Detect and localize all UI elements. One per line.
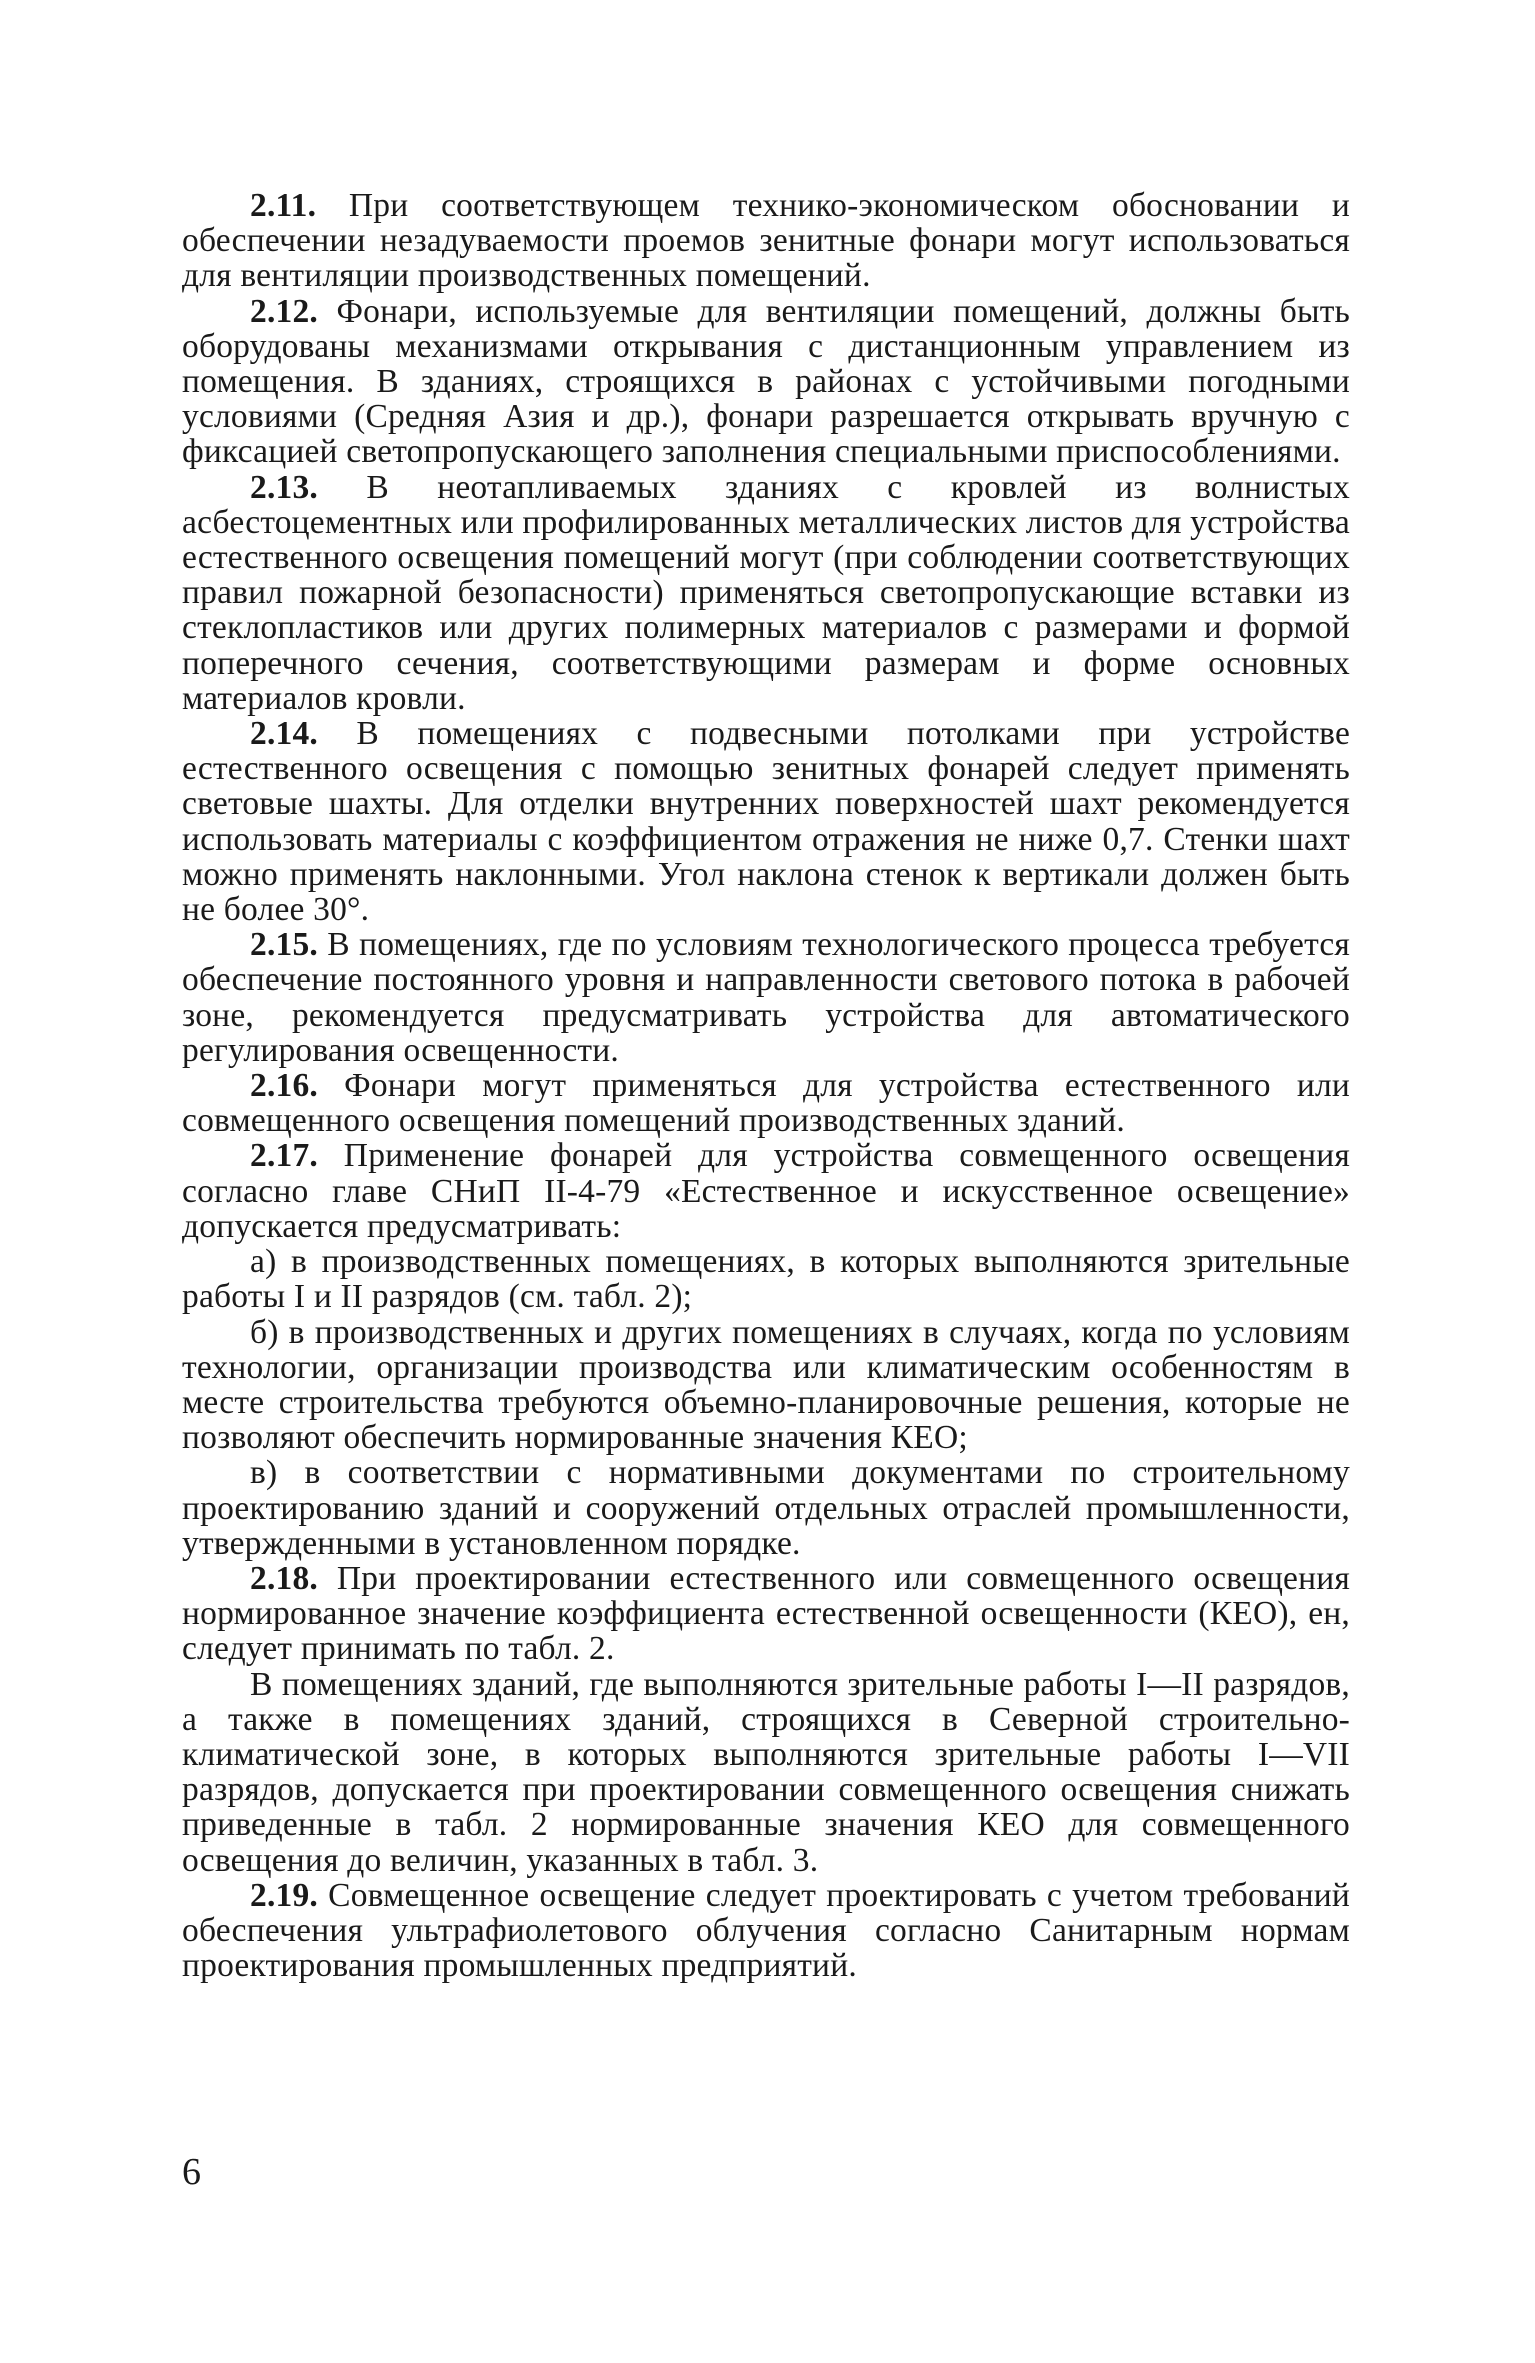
paragraph-text: Применение фонарей для устройства совмещенного освещения согласно главе СНиП II-4-79 «Естественное и искусственное освещение» допускается предусматривать:: [182, 1137, 1350, 1245]
paragraph-2-11: [182, 188, 1350, 294]
list-item-v: [182, 1455, 1350, 1561]
paragraph-text: При соответствующем технико-экономическом обосновании и обеспечении незадуваемости проемов зенитные фонари могут использоваться для вентиляции производственных помещений.: [182, 187, 1350, 295]
paragraph-2-13: [182, 470, 1350, 716]
paragraph-text: в) в соответствии с нормативными документами по строительному проектированию зданий и сооружений отдельных отраслей промышленности, утвержденными в установленном порядке.: [182, 1454, 1350, 1562]
paragraph-2-14: [182, 716, 1350, 927]
document-body: [182, 188, 1350, 1983]
paragraph-2-12: [182, 294, 1350, 470]
paragraph-2-18: [182, 1561, 1350, 1667]
paragraph-text: В неотапливаемых зданиях с кровлей из волнистых асбестоцементных или профилированных металлических листов для устройства естественного освещения помещений могут (при соблюдении соответствующих правил пожарной безопасности) применяться светопропускающие вставки из стеклопластиков или других полимерных материалов с размерами и формой поперечного сечения, соответствующими размерам и форме основных материалов кровли.: [182, 468, 1350, 717]
list-item-a: [182, 1244, 1350, 1314]
paragraph-text: Фонари, используемые для вентиляции помещений, должны быть оборудованы механизмами открывания с дистанционным управлением из помещения. В зданиях, строящихся в районах с устойчивыми погодными условиями (Средняя Азия и др.), фонари разрешается открывать вручную с фиксацией светопропускающего заполнения специальными приспособлениями.: [182, 292, 1351, 471]
paragraph-text: В помещениях с подвесными потолками при устройстве естественного освещения с помощью зенитных фонарей следует применять световые шахты. Для отделки внутренних поверхностей шахт рекомендуется использовать материалы с коэффициентом отражения не ниже 0,7. Стенки шахт можно применять наклонными. Угол наклона стенок к вертикали должен быть не более 30°.: [182, 715, 1351, 929]
paragraph-number: 2.19.: [250, 1876, 318, 1914]
paragraph-number: 2.16.: [250, 1067, 318, 1105]
paragraph-text: а) в производственных помещениях, в которых выполняются зрительные работы I и II разрядов (см. табл. 2);: [182, 1243, 1350, 1316]
paragraph-number: 2.18.: [250, 1559, 318, 1597]
paragraph-text: б) в производственных и других помещениях в случаях, когда по условиям технологии, организации производства или климатическим особенностям в месте строительства требуются объемно-планировочные решения, которые не позволяют обеспечить нормированные значения КЕО;: [182, 1313, 1350, 1457]
paragraph-number: 2.14.: [250, 715, 318, 753]
paragraph-2-19: [182, 1878, 1350, 1984]
paragraph-2-15: [182, 927, 1350, 1068]
paragraph-number: 2.17.: [250, 1137, 318, 1175]
paragraph-text: Фонари могут применяться для устройства естественного или совмещенного освещения помещений производственных зданий.: [182, 1067, 1350, 1140]
paragraph-2-18-continued: [182, 1667, 1350, 1878]
paragraph-number: 2.15.: [250, 926, 318, 964]
paragraph-text: Совмещенное освещение следует проектировать с учетом требований обеспечения ультрафиолетового облучения согласно Санитарным нормам проектирования промышленных предприятий.: [182, 1876, 1350, 1985]
document-page: [182, 188, 1350, 2328]
paragraph-number: 2.11.: [250, 187, 317, 224]
paragraph-text: В помещениях зданий, где выполняются зрительные работы I—II разрядов, а также в помещениях зданий, строящихся в Северной строительно-климатической зоне, в которых выполняются зрительные работы I—VII разрядов, допускается при проектировании совмещенного освещения снижать приведенные в табл. 2 нормированные значения КЕО для совмещенного освещения до величин, указанных в табл. 3.: [182, 1665, 1350, 1879]
paragraph-2-16: [182, 1068, 1350, 1138]
list-item-b: [182, 1315, 1350, 1456]
paragraph-number: 2.13.: [250, 468, 318, 506]
page-number: 6: [182, 2151, 201, 2193]
paragraph-number: 2.12.: [250, 292, 318, 330]
paragraph-text: В помещениях, где по условиям технологического процесса требуется обеспечение постоянного уровня и направленности светового потока в рабочей зоне, рекомендуется предусматривать устройства для автоматического регулирования освещенности.: [182, 926, 1350, 1069]
paragraph-text: При проектировании естественного или совмещенного освещения нормированное значение коэффициента естественной освещенности (КЕО), eн, следует принимать по табл. 2.: [182, 1559, 1350, 1668]
paragraph-2-17: [182, 1138, 1350, 1244]
